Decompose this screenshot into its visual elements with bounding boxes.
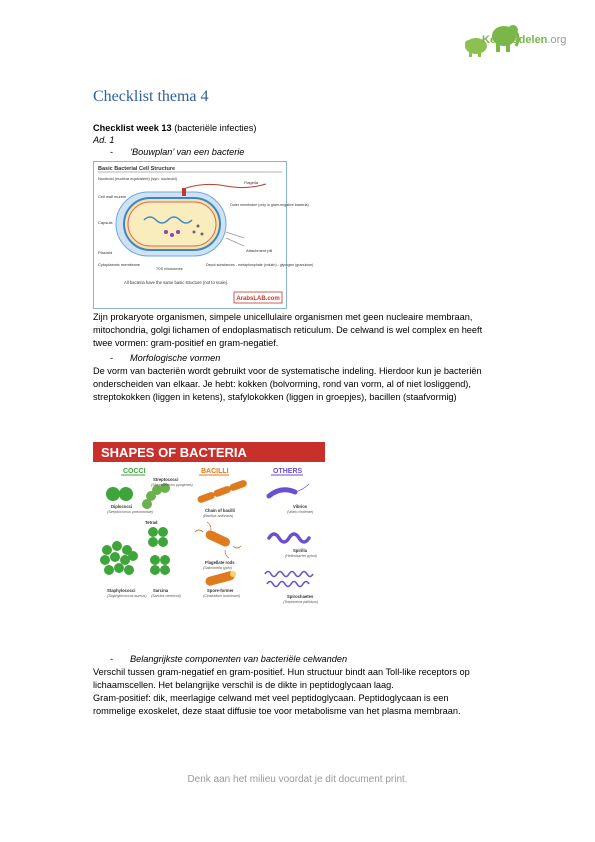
label-sarcina: Sarcina	[153, 588, 169, 593]
bullet-componenten-text: Belangrijkste componenten van bacteriële celwanden	[130, 654, 348, 664]
week-heading-bold: Checklist week 13	[93, 123, 172, 133]
week-heading-rest: (bacteriële infecties)	[171, 123, 257, 133]
vibrios-shape	[269, 484, 309, 496]
label-capsule: Capsule	[98, 220, 113, 225]
label-diplococci-sub: (Streptococcus pneumoniae)	[107, 510, 153, 514]
figure1-title: Basic Bacterial Cell Structure	[98, 166, 176, 172]
label-diplococci: Diplococci	[111, 504, 133, 509]
brand-tld: .org	[547, 34, 567, 46]
label-spore-former-sub: (Clostridium botulinum)	[203, 594, 240, 598]
paragraph-vormen-line: streptokokken (liggen in ketens), stafylokokken (liggen in groepjes), bacillen (staafvormig)	[93, 392, 457, 402]
column-cocci: COCCI	[123, 468, 146, 475]
label-flagellate-rods: Flagellate rods	[205, 560, 235, 565]
paragraph-intro-line: Zijn prokaryote organismen, simpele unicellulaire organismen met geen nucleaire membraan,	[93, 312, 473, 322]
label-streptococci-sub: (Streptococcus pyogenes)	[151, 483, 193, 487]
label-spore-former: Spore-former	[207, 588, 234, 593]
brand-logo	[460, 18, 580, 60]
bullet-componenten: - Belangrijkste componenten van bacteriële celwanden	[110, 654, 348, 664]
column-bacilli: BACILLI	[201, 468, 229, 475]
bullet-morfologische: - Morfologische vormen	[110, 353, 221, 363]
staphylococci-shape	[100, 541, 138, 575]
label-spirochaetes-sub: (Treponema pallidum)	[283, 600, 318, 604]
week-heading	[93, 122, 256, 135]
label-plasmid: Plasmid	[98, 250, 113, 255]
spirilla-shape	[269, 534, 309, 542]
spirochaetes-shape	[265, 572, 313, 587]
bullet-bouwplan-text: ‘Bouwplan’ van een bacterie	[130, 147, 245, 157]
diplococci-shape	[106, 487, 133, 501]
label-flagella: Flagella	[244, 180, 259, 185]
column-others: OTHERS	[273, 468, 303, 475]
spore-former-shape	[204, 570, 236, 586]
bacterial-cell-figure	[93, 161, 314, 309]
brand-name: Kennisdelen	[482, 34, 548, 46]
flagellate-rods-shape	[195, 522, 241, 558]
label-vibrios-sub: (Vibrio cholerae)	[287, 510, 314, 514]
paragraph-vormen	[93, 365, 533, 404]
chain-of-bacilli-shape	[197, 479, 248, 504]
label-spirochaetes: Spirochaetes	[287, 594, 314, 599]
label-cell-wall: Cell wall murein	[98, 194, 127, 199]
paragraph-intro	[93, 311, 533, 350]
label-chain-bacilli: Chain of bacilli	[205, 508, 235, 513]
tetrad-shape	[148, 527, 168, 547]
paragraph-vormen-line: onderscheiden van elkaar. Je hebt: kokken (bolvorming, rond van vorm, al of niet losliggend),	[93, 379, 471, 389]
paragraph-vormen-line: De vorm van bacteriën wordt gebruikt voor de systematische indeling. Hierdoor kun je bacteriën	[93, 366, 482, 376]
bullet-bouwplan: - ‘Bouwplan’ van een bacterie	[110, 147, 245, 157]
page-title: Checklist thema 4	[93, 88, 209, 105]
footer-note: Denk aan het milieu voordat je dit document print.	[187, 774, 408, 785]
label-attachment-pili: Attachment pili	[246, 248, 273, 253]
bullet-morfologische-text: Morfologische vormen	[130, 353, 221, 363]
figure2-banner-text: SHAPES OF BACTERIA	[101, 445, 247, 460]
bacteria-shapes-figure	[93, 442, 325, 614]
label-staphylococci-sub: (Staphylococcus aureus)	[107, 594, 147, 598]
paragraph-celwanden-line: Gram-positief: dik, meerlagige celwand met veel peptidoglycaan. Peptidoglycaan is een	[93, 693, 449, 703]
sarcina-shape	[150, 555, 170, 575]
label-chain-bacilli-sub: (Bacillus anthracis)	[203, 514, 234, 518]
label-staphylococci: Staphylococci	[107, 588, 136, 593]
label-tetrad: Tetrad	[145, 520, 158, 525]
paragraph-celwanden-line: lichaamscellen. Het belangrijke verschil is de dikte in peptidoglycaan laag.	[93, 680, 394, 690]
label-cytoplasmic-membrane: Cytoplasmic membrane	[98, 262, 141, 267]
label-flagellate-rods-sub: (Salmonella typhi)	[203, 566, 232, 570]
label-outer-membrane: Outer membrane (only in gram-negative bacteria)	[230, 203, 309, 207]
label-streptococci: Streptococci	[153, 477, 179, 482]
label-vibrios: Vibrios	[293, 504, 308, 509]
figure1-caption: All bacteria have the same basic structure (not to scale).	[124, 280, 229, 285]
figure1-credit: ArabsLAB.com	[236, 296, 280, 302]
paragraph-celwanden-line: Verschil tussen gram-negatief en gram-positief. Hun structuur bindt aan Toll-like receptors op	[93, 667, 470, 677]
label-spirilla-sub: (Helicobacter pylori)	[285, 554, 317, 558]
paragraph-celwanden	[93, 666, 533, 718]
ad-label: Ad. 1	[93, 135, 115, 145]
paragraph-intro-line: twee vormen: gram-positief en gram-negatief.	[93, 338, 279, 348]
paragraph-intro-line: mitochondria, golgi lichamen of endoplasmatisch reticulum. De celwand is wel complex en heeft	[93, 325, 483, 335]
label-spirilla: Spirilla	[293, 548, 307, 553]
label-nucleoid: Nucleoid (nuclear equivalent) (syn: nucleoid)	[98, 176, 177, 181]
label-sarcina-sub: (Sarcina ventriculi)	[151, 594, 181, 598]
label-ribosomes: 70S ribosomes	[156, 266, 183, 271]
label-depot: Depot substances - metaphosphate (volutin) - glycogen (granulose)	[206, 263, 314, 267]
paragraph-celwanden-line: rommelige exoskelet, deze staat diffusie toe voor metabolisme van het plasma membraan.	[93, 706, 461, 716]
